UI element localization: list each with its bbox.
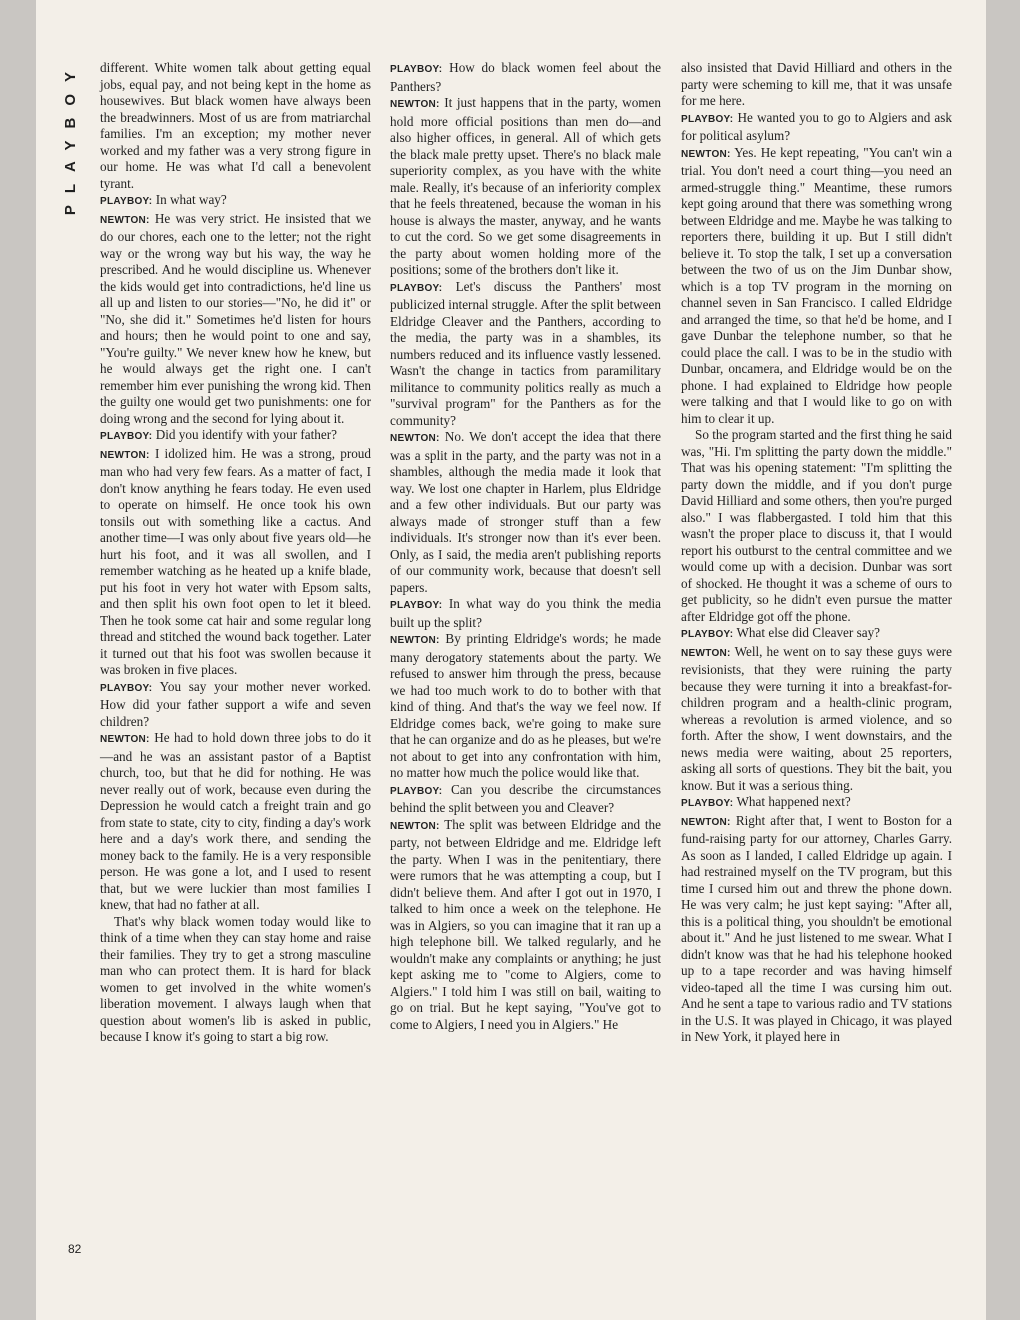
speaker-label: NEWTON:	[100, 734, 150, 745]
paragraph-text: You say your mother never worked. How did your father support a wife and seven children?	[100, 678, 371, 729]
speaker-label: PLAYBOY:	[390, 600, 443, 611]
interview-paragraph	[100, 60, 371, 192]
interview-paragraph	[681, 60, 952, 110]
interview-paragraph	[100, 427, 371, 446]
text-column-3	[681, 60, 952, 1046]
speaker-label: PLAYBOY:	[100, 196, 153, 207]
interview-paragraph	[100, 446, 371, 679]
paragraph-text: Yes. He kept repeating, "You can't win a trial. You don't need a court thing—you need an armed-struggle thing." Meantime, these rumors kept going around that there was something wrong between Eldridge and me. Maybe he was talking to reporters there, building it up. But I still didn't believe it. To stop the talk, I set up a conversation between the two of us on the Jim Dunbar show, which is a top TV program in the morning on channel seven in San Francisco. I called Eldridge and arranged the time, so that he'd be home, and I gave Dunbar the telephone number, so that he could place the call. I was to be in the studio with Dunbar, oncamera, and Eldridge would be on the phone. I had explained to Eldridge how people were talking and that I would like to go on with him to clear it up.	[681, 144, 953, 426]
paragraph-text: also insisted that David Hilliard and others in the party were scheming to kill me, that it was unsafe for me here.	[681, 60, 952, 108]
speaker-label: NEWTON:	[390, 99, 440, 110]
paragraph-text: Did you identify with your father?	[155, 427, 338, 442]
paragraph-text: No. We don't accept the idea that there was a split in the party, and the party was not in a shambles, although the media made it look that way. We lost one chapter in Harlem, plus Eldridge and a few other individuals. But our party was always made of stronger stuff than a few individuals. It's stronger now than it's ever been. Only, as I said, the media aren't publishing reports of our community work, because that doesn't sell papers.	[390, 429, 662, 595]
speaker-label: PLAYBOY:	[100, 431, 153, 442]
speaker-label: PLAYBOY:	[681, 798, 734, 809]
interview-paragraph	[681, 794, 952, 813]
speaker-label: PLAYBOY:	[390, 785, 443, 797]
paragraph-text: What else did Cleaver say?	[736, 625, 881, 640]
interview-paragraph	[390, 817, 661, 1034]
paragraph-text: I idolized him. He was a strong, proud man who had very few fears. As a matter of fact, I don't know anything he fears today. He even used to operate on himself. He once took his own tonsils out with something like a cactus. And another time—I was only about five years old—he hurt his foot, and it was all swollen, and I remember watching as he heated up a knife blade, put his foot in very hot water with Epsom salts, and then split his own foot open to let it bleed. Then he took some cat hair and some regular long thread and stitched the wound back together. Later it turned out that his foot was swollen because it was broken in five places.	[100, 445, 371, 677]
interview-paragraph	[390, 429, 661, 596]
interview-paragraph	[100, 730, 371, 914]
interview-paragraph	[390, 596, 661, 631]
paragraph-text: Right after that, I went to Boston for a fund-raising party for our attorney, Charles Garry. As soon as I landed, I called Eldridge up again. I had restrained myself on the TV program, but this time I cursed him out and threw the phone down. He was very calm; he just kept saying: "After all, this is a political thing, you shouldn't be emotional about it." And he just listened to me swear. What I didn't know was that he had his telephone hooked up to a tape recorder and was having himself video-taped all the time I was cursing him out. And he sent a tape to various radio and TV stations in the U.S. It was played in Chicago, it was played in New York, it played here in	[681, 812, 952, 1044]
paragraph-text: That's why black women today would like to think of a time when they can stay home and raise their families. They try to get a strong masculine man who can protect them. It is hard for black women to get involved in the white women's liberation movement. I always laugh when that question about women's lib is asked in public, because I know it's going to start a big row.	[100, 913, 371, 1044]
magazine-page	[36, 0, 986, 1320]
paragraph-text: So the program started and the first thing he said was, "Hi. I'm splitting the party down the middle." That was his opening statement: "I'm splitting the party down the middle, and if you don't purge David Hilliard and some others, then you're purged also." I was flabbergasted. I told him that this wasn't the proper place to discuss it, that I would report his outburst to the central committee and we would come up with a decision. Dunbar was sort of shocked. He thought it was a scheme of ours to get publicity, so he didn't even pursue the matter after Eldridge got off the phone.	[681, 427, 952, 624]
interview-paragraph	[390, 95, 661, 279]
interview-paragraph	[100, 211, 371, 428]
interview-paragraph	[390, 782, 661, 817]
paragraph-text: The split was between Eldridge and the party, not between Eldridge and me. Eldridge left the party. When I was in the penitentiary, there were rumors that he was attempting a coup, but I didn't believe them. And after I got out in 1970, I talked to him once a week on the telephone. He was in Algiers, so you can imagine that it ran up a high telephone bill. We talked regularly, and he wouldn't make any complaints or anything; he just kept asking me to "come to Algiers, come to Algiers." I told him I was still on bail, waiting to go on trial. But he kept saying, "You've got to come to Algiers, I need you in Algiers." He	[390, 816, 661, 1032]
paragraph-text: Well, he went on to say these guys were revisionists, that they were ruining the party because they were turning it into a breakfast-for-children program and a health-clinic program, whereas a revolution is armed violence, and so forth. After the show, I went downstairs, and the news media were waiting, about 25 reporters, asking all sorts of questions. They bit the bait, you know. But it was a serious thing.	[681, 643, 953, 793]
interview-paragraph	[681, 813, 952, 1046]
interview-paragraph	[100, 679, 371, 731]
speaker-label: PLAYBOY:	[681, 113, 734, 125]
interview-paragraph	[100, 192, 371, 211]
interview-paragraph	[681, 145, 952, 428]
paragraph-text: What happened next?	[736, 794, 851, 809]
page-number: 82	[68, 1242, 82, 1256]
speaker-label: NEWTON:	[390, 433, 440, 444]
speaker-label: PLAYBOY:	[390, 64, 443, 75]
paragraph-text: He had to hold down three jobs to do it—and he was an assistant pastor of a Baptist church, too, but that he did for nothing. He was never really out of work, because even during the Depression he would catch a freight train and go from state to state, city to city, finding a day's work here and a day's work there, and sending the money back to the family. He is a very responsible person. He was gone a lot, and I used to resent that, but we were luckier than most families I knew, that had no father at all.	[100, 730, 371, 912]
interview-paragraph	[100, 914, 371, 1046]
text-column-2	[390, 60, 661, 1033]
speaker-label: NEWTON:	[681, 148, 731, 160]
magazine-name: PLAYBOY	[62, 60, 79, 216]
interview-paragraph	[681, 427, 952, 625]
paragraph-text: How do black women feel about the Panthers?	[390, 60, 661, 94]
interview-paragraph	[681, 644, 952, 795]
interview-paragraph	[681, 625, 952, 644]
interview-paragraph	[390, 279, 661, 430]
interview-paragraph	[681, 110, 952, 145]
speaker-label: NEWTON:	[100, 449, 150, 461]
paragraph-text: In what way?	[155, 192, 227, 207]
paragraph-text: He was very strict. He insisted that we do our chores, each one to the letter; not the right way or the wrong way but his way, the way he prescribed. And he would discipline us. Whenever the kids would get into contradictions, he'd line us all up and listen to our stories—"No, he did it" or "No, she did it." Sometimes he'd listen for hours and hours; then he would point to one and say, "You're guilty." We never knew how he knew, but he would always get the right one. I can't remember him ever punishing the wrong kid. Then the guilty one would get two punishments: one for doing wrong and the second for lying about it.	[100, 210, 371, 426]
paragraph-text: Can you describe the circumstances behind the split between you and Cleaver?	[390, 781, 661, 815]
text-column-1	[100, 60, 371, 1046]
paragraph-text: In what way do you think the media built up the split?	[390, 596, 661, 630]
speaker-label: PLAYBOY:	[100, 682, 153, 694]
paragraph-text: It just happens that in the party, women hold more official positions than men do—and also higher offices, in general. All of which gets the black male pretty upset. There's no black male superiority complex, as you have with the white male. Really, it's because of an inferiority complex that he feels threatened, because the woman in his house is always the master, anyway, and he wants to cut the cord. So we get some disagreements in the party about women holding more of the positions; some of the brothers don't like it.	[390, 95, 661, 277]
speaker-label: NEWTON:	[390, 635, 440, 646]
interview-paragraph	[390, 631, 661, 782]
interview-paragraph	[390, 60, 661, 95]
speaker-label: NEWTON:	[390, 820, 440, 832]
speaker-label: NEWTON:	[100, 214, 150, 226]
paragraph-text: different. White women talk about getting equal jobs, equal pay, and not being kept in the home as housewives. But black women have always been the breadwinners. Most of us are from matriarchal families. I'm an exception; my mother never worked and my father was a very strong figure in our home. He was what I'd call a benevolent tyrant.	[100, 60, 371, 191]
paragraph-text: By printing Eldridge's words; he made many derogatory statements about the party. We refused to answer him through the press, because we had too much work to do to bother with that kind of thing. And that's the way we feel now. If Eldridge comes back, we're going to make sure that he can organize and do as he pleases, but we're not about to get into any confrontation with him, no matter how much the police would like that.	[390, 631, 661, 780]
speaker-label: PLAYBOY:	[681, 629, 734, 640]
speaker-label: PLAYBOY:	[390, 282, 443, 294]
paragraph-text: Let's discuss the Panthers' most publicized internal struggle. After the split between Eldridge Cleaver and the Panthers, according to the media, the party was in a shambles, its numbers reduced and its influence vastly lessened. Wasn't the change in tactics from paramilitary militance to community politics really as much a "survival program" for the Panthers as for the community?	[390, 278, 662, 428]
paragraph-text: He wanted you to go to Algiers and ask for political asylum?	[681, 109, 953, 143]
speaker-label: NEWTON:	[681, 816, 731, 828]
speaker-label: NEWTON:	[681, 647, 731, 659]
